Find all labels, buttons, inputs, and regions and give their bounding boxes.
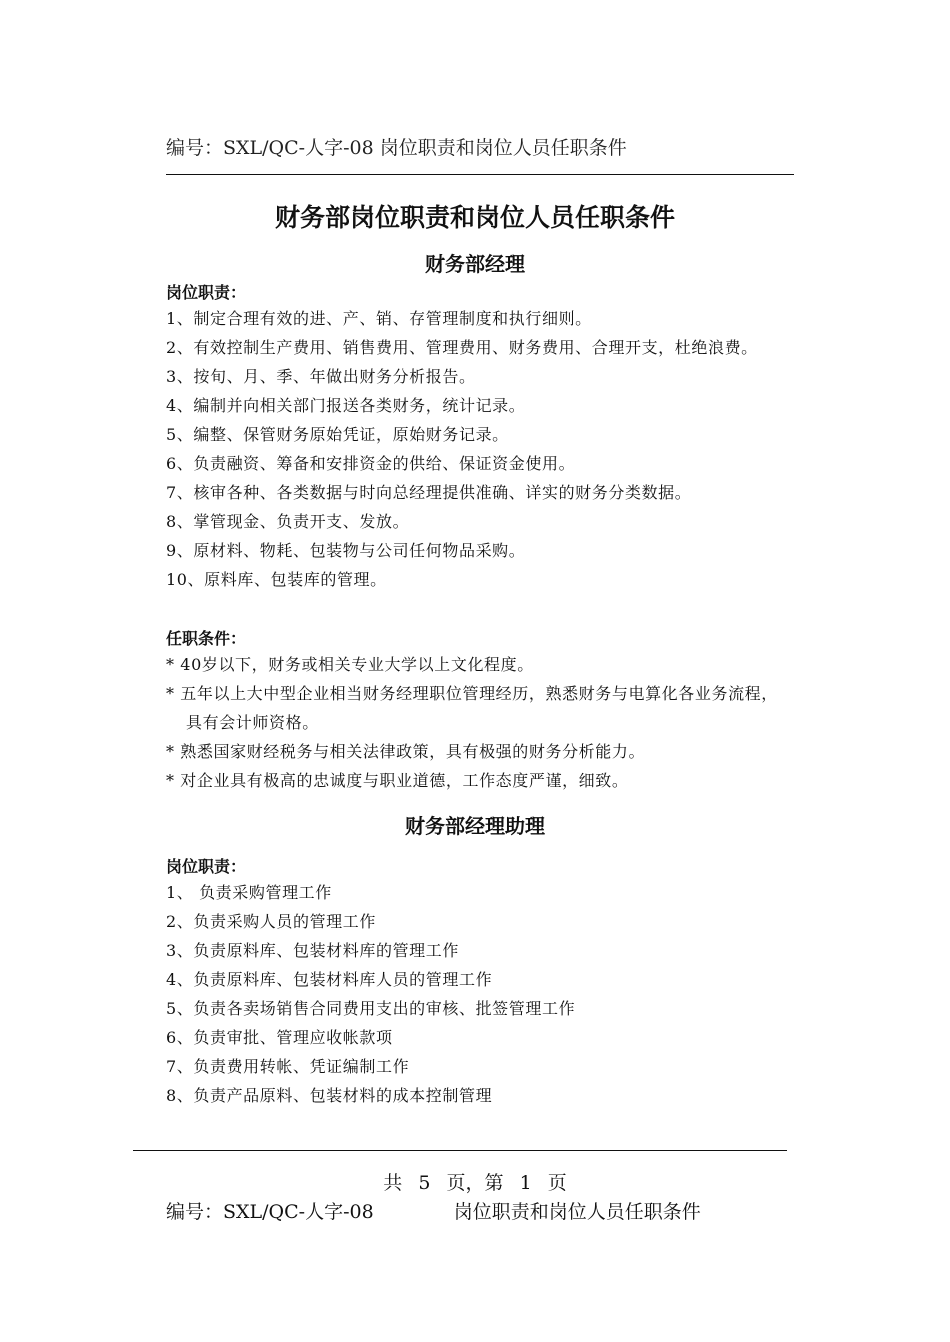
list-item: 5、编整、保管财务原始凭证，原始财务记录。 — [166, 425, 509, 444]
list-item: 8、负责产品原料、包装材料的成本控制管理 — [166, 1086, 493, 1105]
role-title-assistant: 财务部经理助理 — [405, 814, 545, 838]
list-item: * 40岁以下，财务或相关专业大学以上文化程度。 — [166, 655, 534, 674]
list-item: 2、负责采购人员的管理工作 — [166, 912, 376, 931]
list-item: 8、掌管现金、负责开支、发放。 — [166, 512, 410, 531]
document-title: 财务部岗位职责和岗位人员任职条件 — [274, 203, 675, 232]
footer-doc-name: 岗位职责和岗位人员任职条件 — [453, 1201, 701, 1223]
list-item: 7、负责费用转帐、凭证编制工作 — [166, 1057, 410, 1076]
list-item: 3、负责原料库、包装材料库的管理工作 — [166, 941, 459, 960]
page-count: 共 5 页，第 1 页 — [383, 1172, 567, 1194]
list-item: 9、原材料、物耗、包装物与公司任何物品采购。 — [166, 541, 526, 560]
list-item: 1、 负责采购管理工作 — [166, 883, 332, 902]
list-item: 1、制定合理有效的进、产、销、存管理制度和执行细则。 — [166, 309, 592, 328]
list-item: 10、原料库、包装库的管理。 — [166, 570, 387, 589]
list-item: 5、负责各卖场销售合同费用支出的审核、批签管理工作 — [166, 999, 576, 1018]
list-item: * 五年以上大中型企业相当财务经理职位管理经历，熟悉财务与电算化各业务流程，具有会计师资格。 — [166, 684, 778, 732]
list-item: 7、核审各种、各类数据与时向总经理提供准确、详实的财务分类数据。 — [166, 483, 692, 502]
list-item: 2、有效控制生产费用、销售费用、管理费用、财务费用、合理开支，杜绝浪费。 — [166, 338, 758, 357]
duties-list-assistant — [166, 878, 791, 1110]
list-item: 6、负责融资、筹备和安排资金的供给、保证资金使用。 — [166, 454, 576, 473]
page-header: 编号：SXL/QC-人字-08 岗位职责和岗位人员任职条件 — [166, 137, 627, 159]
duties-label-manager: 岗位职责： — [166, 283, 247, 302]
requirements-list-manager — [166, 650, 791, 795]
page-footer — [166, 1197, 701, 1224]
list-item: * 熟悉国家财经税务与相关法律政策，具有极强的财务分析能力。 — [166, 742, 646, 761]
list-item: 3、按旬、月、季、年做出财务分析报告。 — [166, 367, 476, 386]
list-item: 6、负责审批、管理应收帐款项 — [166, 1028, 393, 1047]
duties-label-assistant: 岗位职责： — [166, 857, 247, 876]
header-rule — [166, 174, 794, 175]
role-title-manager: 财务部经理 — [425, 252, 525, 276]
requirements-label-manager: 任职条件： — [166, 629, 247, 648]
footer-rule — [133, 1150, 787, 1151]
duties-list-manager — [166, 304, 791, 594]
list-item: 4、编制并向相关部门报送各类财务，统计记录。 — [166, 396, 526, 415]
list-item: * 对企业具有极高的忠诚度与职业道德，工作态度严谨，细致。 — [166, 771, 629, 790]
footer-code: 编号：SXL/QC-人字-08 — [166, 1201, 374, 1223]
list-item: 4、负责原料库、包装材料库人员的管理工作 — [166, 970, 493, 989]
